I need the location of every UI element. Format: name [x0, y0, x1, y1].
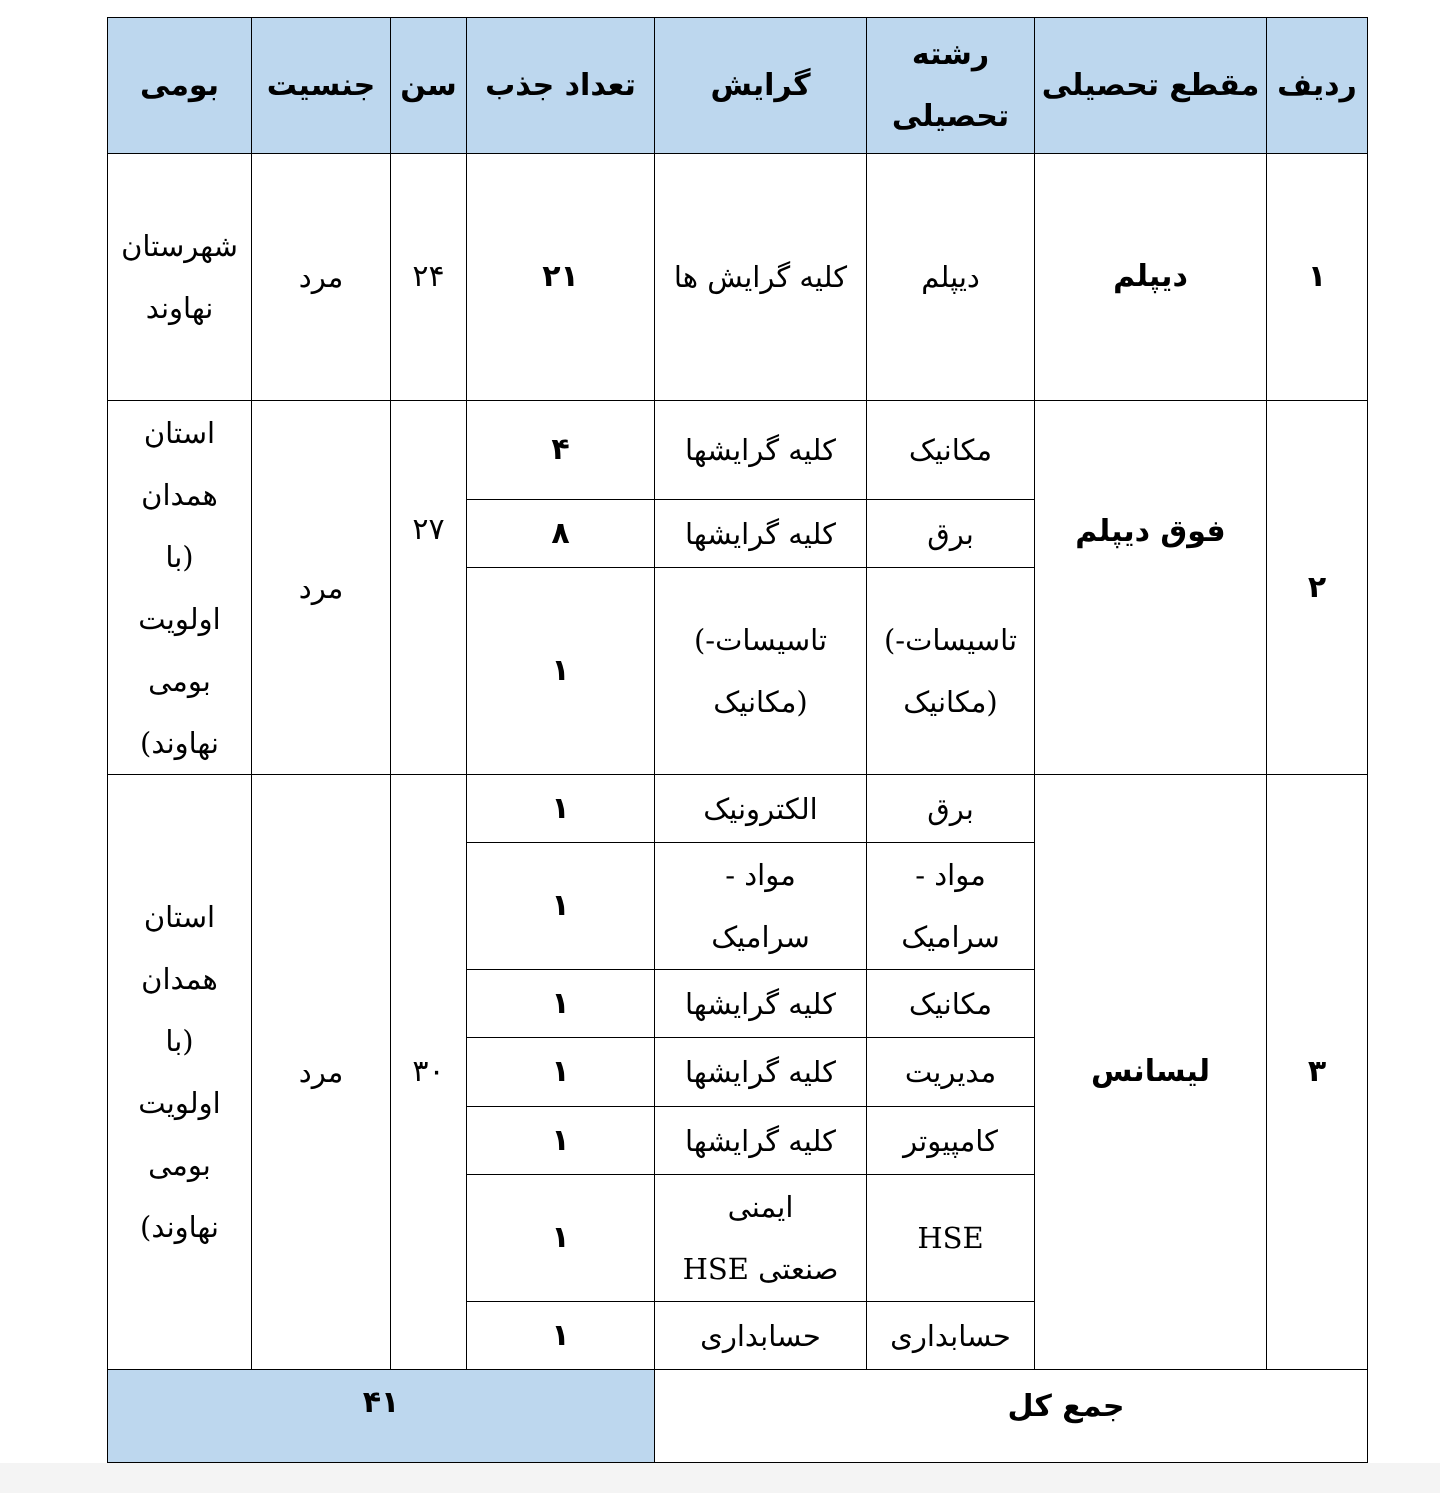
row-tedad: ۲۱	[466, 153, 655, 401]
row-reshteh: برق	[866, 499, 1035, 568]
header-tedad: تعداد جذب	[466, 17, 655, 154]
row-tedad: ۱	[466, 842, 655, 970]
row-reshteh: مواد - سرامیک	[866, 842, 1035, 970]
group-sen: ۲۴	[390, 153, 467, 401]
group-boomi: استان همدان (با اولویت بومی نهاوند)	[107, 400, 252, 775]
group-maqta: فوق دیپلم	[1034, 400, 1267, 775]
row-gerayesh: کلیه گرایشها	[654, 1037, 867, 1107]
row-gerayesh: کلیه گرایشها	[654, 1106, 867, 1175]
row-tedad: ۱	[466, 1106, 655, 1175]
row-reshteh: تاسیسات-) (مکانیک	[866, 567, 1035, 775]
header-maqta: مقطع تحصیلی	[1034, 17, 1267, 154]
row-gerayesh: کلیه گرایشها	[654, 969, 867, 1038]
row-tedad: ۱	[466, 774, 655, 843]
row-tedad: ۴	[466, 400, 655, 500]
group-jensiat: مرد	[251, 153, 391, 401]
group-jensiat: مرد	[251, 774, 391, 1370]
row-tedad: ۱	[466, 567, 655, 775]
row-reshteh: مدیریت	[866, 1037, 1035, 1107]
header-jensiat: جنسیت	[251, 17, 391, 154]
row-gerayesh: ایمنی صنعتی HSE	[654, 1174, 867, 1302]
header-gerayesh: گرایش	[654, 17, 867, 154]
row-reshteh: کامپیوتر	[866, 1106, 1035, 1175]
group-maqta: دیپلم	[1034, 153, 1267, 401]
row-gerayesh: الکترونیک	[654, 774, 867, 843]
row-gerayesh: تاسیسات-) (مکانیک	[654, 567, 867, 775]
row-tedad: ۱	[466, 1301, 655, 1370]
row-reshteh: HSE	[866, 1174, 1035, 1302]
group-boomi: استان همدان (با اولویت بومی نهاوند)	[107, 774, 252, 1370]
row-tedad: ۱	[466, 1174, 655, 1302]
row-tedad: ۱	[466, 1037, 655, 1107]
group-radif: ۲	[1266, 400, 1368, 775]
total-label: جمع کل	[654, 1369, 1368, 1463]
total-value: ۴۱	[107, 1369, 655, 1463]
group-radif: ۳	[1266, 774, 1368, 1370]
row-reshteh: مکانیک	[866, 400, 1035, 500]
bottom-strip	[0, 1463, 1440, 1493]
row-gerayesh: مواد - سرامیک	[654, 842, 867, 970]
group-jensiat: مرد	[251, 400, 391, 775]
row-gerayesh: حسابداری	[654, 1301, 867, 1370]
row-tedad: ۱	[466, 969, 655, 1038]
row-reshteh: دیپلم	[866, 153, 1035, 401]
group-radif: ۱	[1266, 153, 1368, 401]
header-sen: سن	[390, 17, 467, 154]
header-radif: ردیف	[1266, 17, 1368, 154]
row-gerayesh: کلیه گرایشها	[654, 400, 867, 500]
row-reshteh: حسابداری	[866, 1301, 1035, 1370]
group-maqta: لیسانس	[1034, 774, 1267, 1370]
row-reshteh: برق	[866, 774, 1035, 843]
group-boomi: شهرستان نهاوند	[107, 153, 252, 401]
row-tedad: ۸	[466, 499, 655, 568]
header-boomi: بومی	[107, 17, 252, 154]
group-sen: ۳۰	[390, 774, 467, 1370]
row-gerayesh: کلیه گرایشها	[654, 499, 867, 568]
header-reshteh: رشته تحصیلی	[866, 17, 1035, 154]
group-sen: ۲۷	[390, 400, 467, 775]
row-gerayesh: کلیه گرایش ها	[654, 153, 867, 401]
row-reshteh: مکانیک	[866, 969, 1035, 1038]
